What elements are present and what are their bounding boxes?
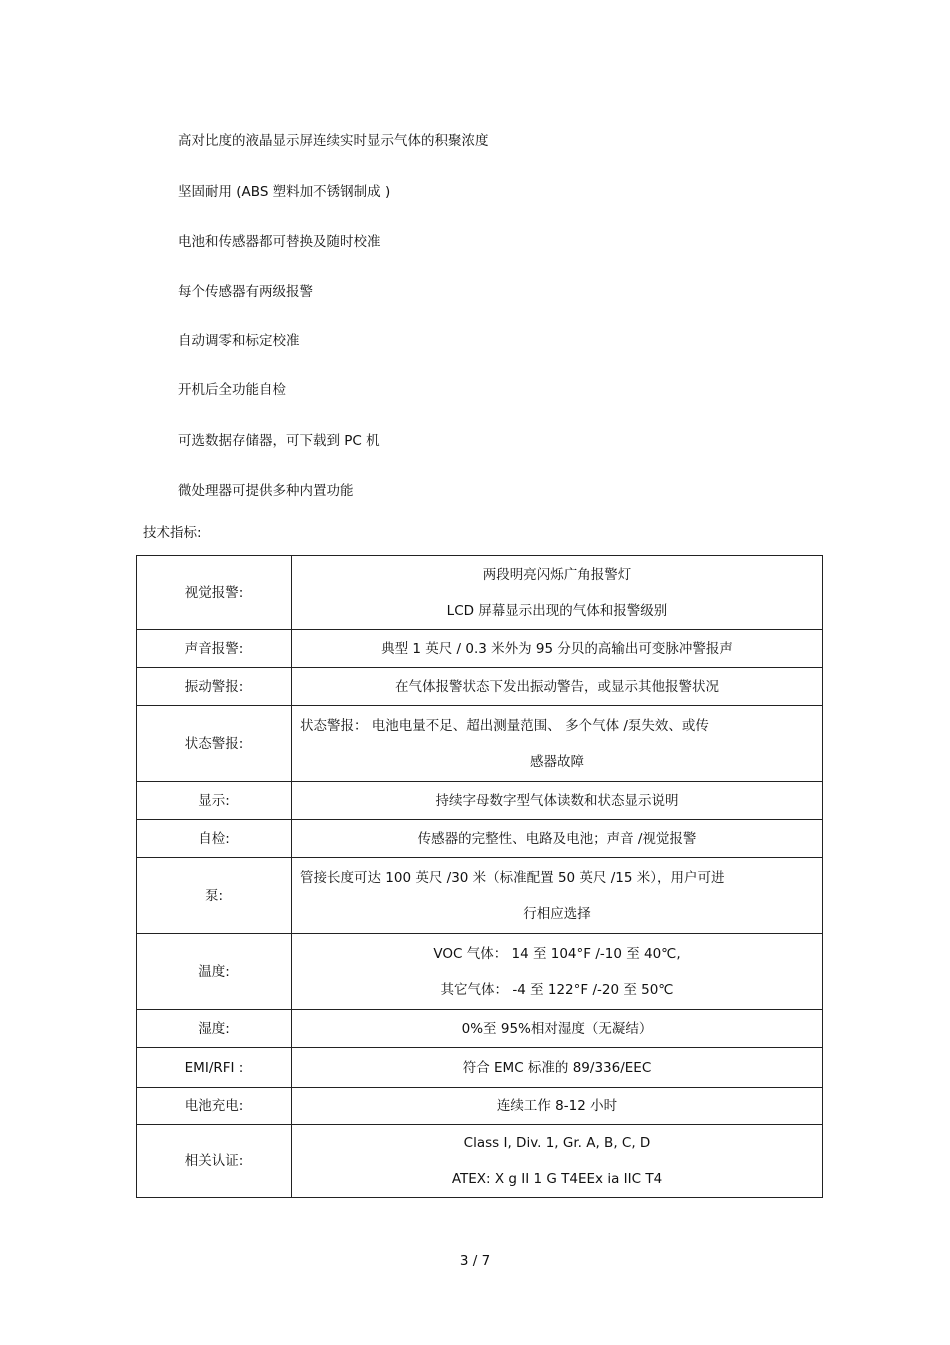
spec-value (292, 782, 823, 820)
spec-value-line: LCD 屏幕显示出现的气体和报警级别 (446, 602, 668, 619)
feature-item: 自动调零和标定校准 (178, 333, 300, 349)
table-row (137, 668, 823, 706)
spec-value-line: 符合 EMC 标准的 89/336/EEC (462, 1059, 652, 1076)
feature-item: 开机后全功能自检 (178, 382, 286, 398)
table-row (137, 1048, 823, 1088)
spec-value-line: 传感器的完整性、电路及电池；声音 /视觉报警 (417, 830, 697, 847)
feature-item: 每个传感器有两级报警 (178, 284, 313, 300)
table-row (137, 1125, 823, 1198)
spec-label: 自检: (137, 820, 292, 858)
feature-item: 可选数据存储器，可下载到 PC 机 (178, 433, 380, 449)
table-row (137, 858, 823, 934)
spec-table (136, 555, 823, 1198)
spec-label: 振动警报: (137, 668, 292, 706)
table-row (137, 820, 823, 858)
feature-item: 微处理器可提供多种内置功能 (178, 483, 354, 499)
spec-label: 相关认证: (137, 1125, 292, 1198)
spec-label: 显示: (137, 782, 292, 820)
spec-value-line: ATEX: X g II 1 G T4EEx ia IIC T4 (451, 1171, 663, 1187)
spec-label: 温度: (137, 934, 292, 1010)
table-row (137, 934, 823, 1010)
spec-value (292, 668, 823, 706)
page-number: 3 / 7 (459, 1253, 491, 1269)
spec-value-line: 0%至 95%相对湿度（无凝结） (461, 1020, 653, 1037)
table-row (137, 630, 823, 668)
spec-value (292, 1125, 823, 1198)
spec-value-line: Class I, Div. 1, Gr. A, B, C, D (463, 1135, 651, 1151)
spec-value (292, 630, 823, 668)
feature-item: 高对比度的液晶显示屏连续实时显示气体的积聚浓度 (178, 133, 489, 149)
spec-value (292, 820, 823, 858)
feature-item: 电池和传感器都可替换及随时校准 (178, 234, 381, 250)
spec-value-line: 持续字母数字型气体读数和状态显示说明 (435, 792, 679, 809)
spec-value (292, 1048, 823, 1088)
table-row (137, 782, 823, 820)
spec-value-line: 典型 1 英尺 / 0.3 米外为 95 分贝的高输出可变脉冲警报声 (381, 640, 733, 657)
spec-value-line: 管接长度可达 100 英尺 /30 米（标准配置 50 英尺 /15 米），用户可进 (300, 869, 725, 886)
table-row (137, 556, 823, 630)
spec-value-line: 状态警报： 电池电量不足、超出测量范围、 多个气体 /泵失效、或传 (300, 717, 709, 734)
spec-value (292, 706, 823, 782)
table-row (137, 1010, 823, 1048)
spec-value (292, 934, 823, 1010)
spec-value (292, 858, 823, 934)
spec-label: 视觉报警: (137, 556, 292, 630)
spec-label: 湿度: (137, 1010, 292, 1048)
spec-label: 电池充电: (137, 1088, 292, 1125)
spec-value-line: 其它气体： -4 至 122°F /-20 至 50℃ (440, 981, 674, 998)
feature-item: 坚固耐用 (ABS 塑料加不锈钢制成 ) (178, 184, 391, 200)
spec-value-line: 在气体报警状态下发出振动警告，或显示其他报警状况 (395, 678, 719, 695)
spec-label: EMI/RFI : (137, 1048, 292, 1088)
spec-value (292, 1088, 823, 1125)
spec-label: 声音报警: (137, 630, 292, 668)
table-row (137, 706, 823, 782)
spec-value-line: 行相应选择 (523, 905, 591, 922)
spec-value-line: VOC 气体： 14 至 104°F /-10 至 40℃, (433, 945, 681, 962)
spec-value-line: 感器故障 (530, 753, 584, 770)
spec-value (292, 1010, 823, 1048)
spec-label: 泵: (137, 858, 292, 934)
table-row (137, 1088, 823, 1125)
spec-value-line: 两段明亮闪烁广角报警灯 (482, 566, 632, 583)
spec-value-line: 连续工作 8-12 小时 (496, 1098, 618, 1114)
spec-section-title: 技术指标: (143, 525, 202, 541)
spec-value (292, 556, 823, 630)
spec-label: 状态警报: (137, 706, 292, 782)
